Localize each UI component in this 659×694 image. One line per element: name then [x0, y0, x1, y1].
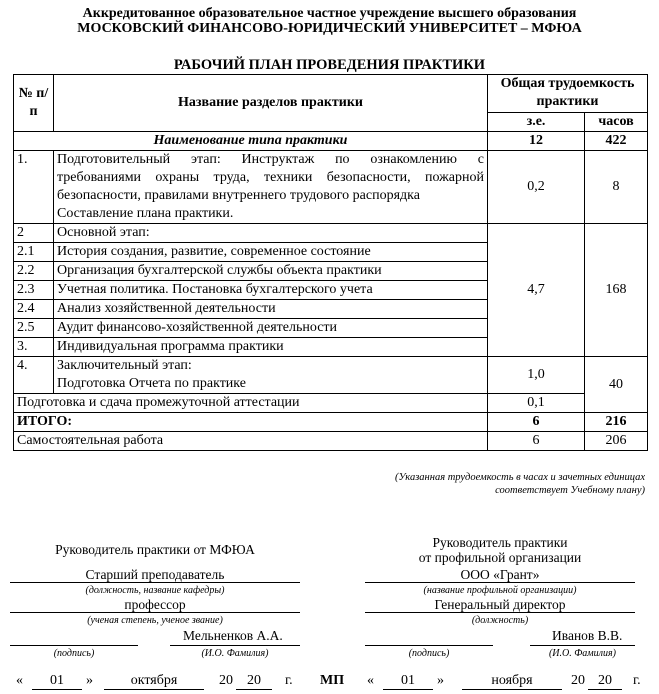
date-left-day-line	[32, 689, 82, 690]
s2-item-num: 3.	[14, 338, 54, 357]
table-row-total	[14, 413, 648, 432]
type-label: Наименование типа практики	[14, 132, 488, 151]
right-sig-position: Генеральный директор	[434, 597, 566, 612]
type-ze: 12	[488, 132, 585, 151]
s2-item-text: Аудит финансово-хозяйственной деятельности	[54, 319, 488, 338]
date-right-day: 01	[401, 673, 415, 688]
stamp-place-label: МП	[320, 673, 345, 688]
s2-item-num: 2.3	[14, 281, 54, 300]
right-position-line	[365, 612, 635, 613]
s2-text: Основной этап:	[54, 224, 488, 243]
total-label: ИТОГО:	[14, 413, 488, 432]
right-name-hint: (И.О. Фамилия)	[548, 648, 617, 659]
left-sig-degree: профессор	[124, 597, 186, 612]
s2-item-num: 2.4	[14, 300, 54, 319]
date-left-open: «	[16, 673, 23, 688]
date-right-month: ноября	[491, 673, 533, 688]
s2-item-text: История создания, развитие, современное состояние	[54, 243, 488, 262]
date-left-day: 01	[50, 673, 64, 688]
s4-hours: 40	[585, 357, 648, 413]
s4-text: Заключительный этап:	[57, 358, 192, 373]
total-hours: 216	[585, 413, 648, 432]
practice-plan-table	[13, 74, 648, 451]
s1-text: Подготовительный этап: Инструктаж по ознакомлению с требованиями охраны труда, техники безопасности, пожарной безопасности, правилами внутреннего трудового распорядка	[57, 152, 484, 203]
right-org-hint: (название профильной организации)	[423, 585, 577, 596]
table-row-self	[14, 432, 648, 451]
type-hours: 422	[585, 132, 648, 151]
table-row-stage-1	[14, 151, 648, 224]
s2-item-text: Учетная политика. Постановка бухгалтерского учета	[54, 281, 488, 300]
header-hours: часов	[585, 113, 648, 132]
left-sign-line	[10, 645, 138, 646]
header-section-name: Название разделов практики	[54, 75, 488, 132]
date-left-month-line	[104, 689, 204, 690]
s4-text-2: Подготовка Отчета по практике	[57, 376, 246, 391]
left-degree-line	[10, 612, 300, 613]
date-left-close: »	[86, 673, 93, 688]
date-left-suffix: г.	[285, 673, 293, 688]
date-right-open: «	[367, 673, 374, 688]
date-right-month-line	[462, 689, 562, 690]
date-left-year-line	[236, 689, 272, 690]
right-name-line	[530, 645, 635, 646]
date-left-year: 20	[247, 673, 261, 688]
s2-item-text: Организация бухгалтерской службы объекта практики	[54, 262, 488, 281]
right-sig-heading-2: от профильной организации	[418, 550, 582, 565]
header-num: № п/п	[14, 75, 54, 132]
att-ze: 0,1	[488, 394, 585, 413]
s2-item-num: 2.2	[14, 262, 54, 281]
right-org-line	[365, 582, 635, 583]
hours-note: (Указанная трудоемкость в часах и зачетных единицах соответствует Учебному плану)	[395, 472, 645, 496]
s1-num: 1.	[14, 151, 54, 224]
header-ze: з.е.	[488, 113, 585, 132]
left-position-line	[10, 582, 300, 583]
s2-num: 2	[14, 224, 54, 243]
header-line-1: Аккредитованное образовательное частное учреждение высшего образования	[82, 6, 577, 21]
s2-ze: 4,7	[488, 224, 585, 357]
s2-item-num: 2.1	[14, 243, 54, 262]
date-right-suffix: г.	[633, 673, 641, 688]
right-sig-heading-1: Руководитель практики	[432, 535, 568, 550]
header-total: Общая трудоемкость практики	[488, 75, 648, 113]
s1-hours: 8	[585, 151, 648, 224]
date-right-year: 20	[598, 673, 612, 688]
left-position-hint: (должность, название кафедры)	[85, 585, 225, 596]
table-row-stage-2	[14, 224, 648, 243]
table-row-stage-4	[14, 357, 648, 394]
page-title: РАБОЧИЙ ПЛАН ПРОВЕДЕНИЯ ПРАКТИКИ	[173, 57, 486, 73]
right-sig-name: Иванов В.В.	[552, 628, 623, 643]
date-right-year-line	[588, 689, 622, 690]
s4-ze: 1,0	[488, 357, 585, 394]
left-name-line	[170, 645, 300, 646]
date-right-day-line	[383, 689, 433, 690]
left-degree-hint: (ученая степень, ученое звание)	[87, 615, 223, 626]
s4-num: 4.	[14, 357, 54, 394]
left-sig-heading: Руководитель практики от МФЮА	[55, 542, 255, 557]
date-left-year-prefix: 20	[219, 673, 233, 688]
left-sig-position: Старший преподаватель	[85, 567, 225, 582]
left-sig-name: Мельненков А.А.	[183, 628, 283, 643]
self-ze: 6	[488, 432, 585, 451]
self-hours: 206	[585, 432, 648, 451]
date-left-month: октября	[130, 673, 178, 688]
right-sign-hint: (подпись)	[408, 648, 450, 659]
left-name-hint: (И.О. Фамилия)	[201, 648, 269, 659]
right-sig-org: ООО «Грант»	[460, 567, 540, 582]
s1-text-2: Составление плана практики.	[57, 206, 234, 221]
right-sign-line	[365, 645, 493, 646]
left-sign-hint: (подпись)	[53, 648, 95, 659]
date-right-year-prefix: 20	[571, 673, 585, 688]
total-ze: 6	[488, 413, 585, 432]
table-row-attestation	[14, 394, 648, 413]
date-right-close: »	[437, 673, 444, 688]
s2-hours: 168	[585, 224, 648, 357]
s1-ze: 0,2	[488, 151, 585, 224]
header-line-2: МОСКОВСКИЙ ФИНАНСОВО-ЮРИДИЧЕСКИЙ УНИВЕРСИТЕТ – МФЮА	[77, 21, 582, 36]
right-position-hint: (должность)	[471, 615, 529, 626]
att-text: Подготовка и сдача промежуточной аттестации	[14, 394, 488, 413]
s2-item-text: Анализ хозяйственной деятельности	[54, 300, 488, 319]
table-row-type	[14, 132, 648, 151]
self-label: Самостоятельная работа	[14, 432, 488, 451]
s2-item-text: Индивидуальная программа практики	[54, 338, 488, 357]
s2-item-num: 2.5	[14, 319, 54, 338]
